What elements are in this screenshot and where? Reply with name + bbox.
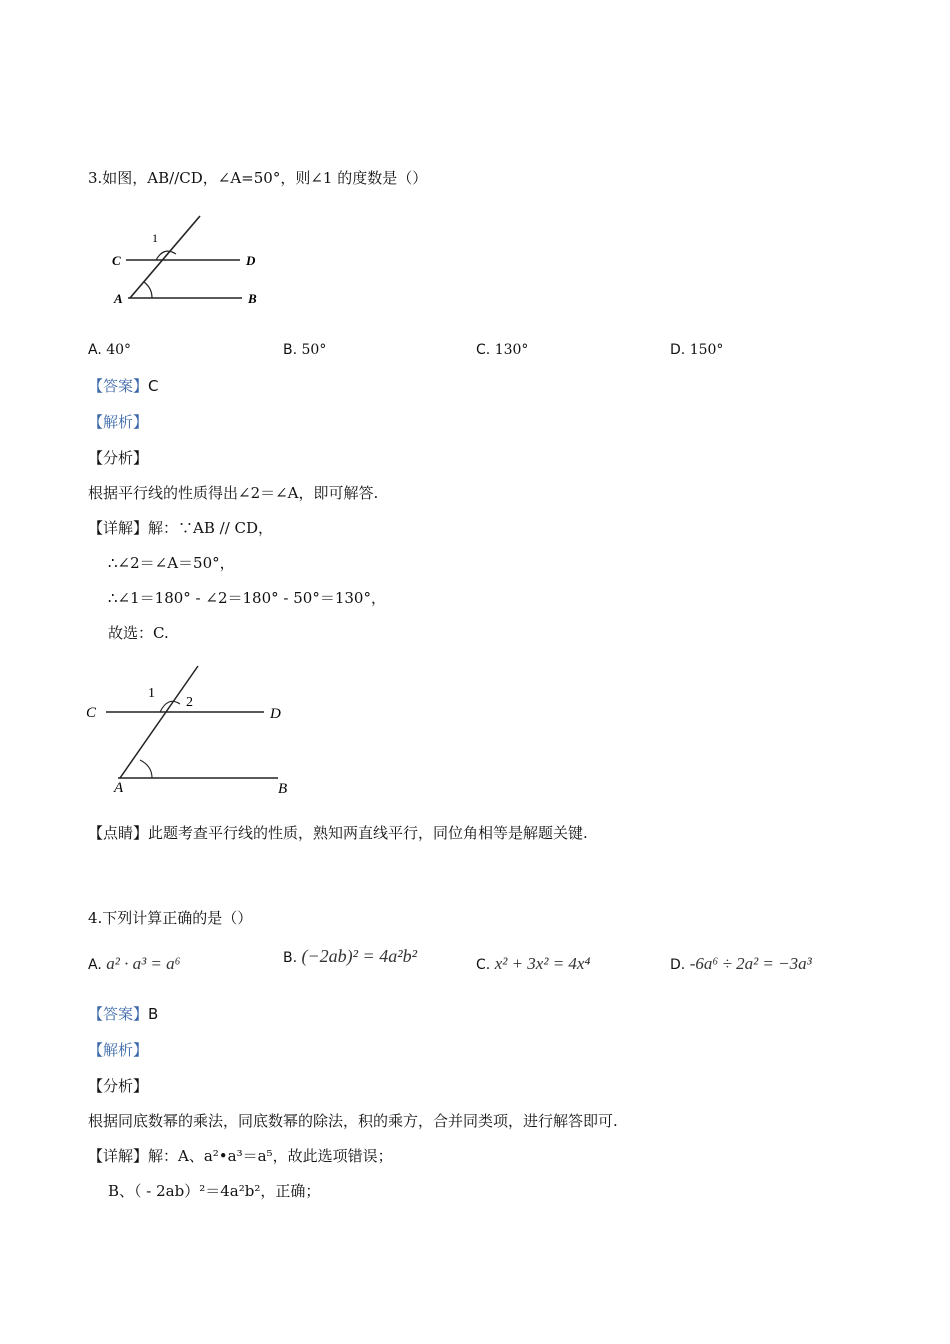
option-value: 150° xyxy=(689,342,724,358)
q3-option-d xyxy=(670,340,723,360)
angle-a-arc xyxy=(144,282,152,298)
q3-analysis-tag: 【解析】 xyxy=(88,413,149,431)
transversal xyxy=(120,666,198,778)
label-a: A xyxy=(114,291,123,306)
transversal xyxy=(130,216,200,298)
label-c: C xyxy=(112,253,121,268)
angle-a-arc xyxy=(140,760,152,778)
label-a: A xyxy=(114,780,124,796)
q3-solution-figure xyxy=(80,660,300,800)
q4-fenxi-tag: 【分析】 xyxy=(88,1077,149,1095)
option-key: C. xyxy=(476,342,491,358)
label-d: D xyxy=(246,253,256,268)
answer-value: B xyxy=(148,1005,159,1023)
comment-tag: 【点睛】 xyxy=(88,824,149,842)
q3-step-1: ∴∠2＝∠A＝50°， xyxy=(108,554,235,572)
label-c: C xyxy=(86,705,97,721)
detail-text: 解：A、a²•a³＝a⁵，故此选项错误； xyxy=(148,1147,393,1165)
option-expr: a² · a³ = a⁶ xyxy=(106,954,181,973)
detail-tag: 【详解】 xyxy=(88,1147,149,1165)
q3-fenxi: 根据平行线的性质得出∠2＝∠A，即可解答. xyxy=(88,484,379,502)
option-expr: x² + 3x² = 4x⁴ xyxy=(494,954,591,973)
option-key: D. xyxy=(670,957,686,973)
option-key: B. xyxy=(283,950,298,966)
q3-fenxi-tag: 【分析】 xyxy=(88,449,149,467)
q4-step-b: B、（ - 2ab）²＝4a²b²，正确； xyxy=(108,1182,321,1200)
answer-tag: 【答案】 xyxy=(88,1005,149,1023)
q3-option-c xyxy=(476,340,528,360)
q3-option-a xyxy=(88,340,131,360)
q3-comment xyxy=(88,823,588,843)
q4-answer xyxy=(88,1004,158,1024)
q4-detail xyxy=(88,1146,393,1166)
q4-option-c xyxy=(476,954,590,975)
label-1: 1 xyxy=(152,231,158,245)
option-expr: -6a⁶ ÷ 2a² = −3a³ xyxy=(689,954,812,973)
option-key: D. xyxy=(670,342,686,358)
q3-step-2: ∴∠1＝180° - ∠2＝180° - 50°＝130°， xyxy=(108,589,386,607)
label-1: 1 xyxy=(148,686,155,701)
q4-fenxi: 根据同底数幂的乘法，同底数幂的除法，积的乘方，合并同类项，进行解答即可. xyxy=(88,1112,618,1130)
comment-text: 此题考查平行线的性质，熟知两直线平行，同位角相等是解题关键. xyxy=(148,824,588,842)
q3-option-b xyxy=(283,340,326,360)
label-d: D xyxy=(270,706,281,722)
answer-value: C xyxy=(148,377,159,395)
answer-tag: 【答案】 xyxy=(88,377,149,395)
q3-figure xyxy=(108,210,268,310)
q4-stem: 4.下列计算正确的是（） xyxy=(88,909,253,927)
option-value: 130° xyxy=(494,342,529,358)
detail-tag: 【详解】 xyxy=(88,519,149,537)
option-key: C. xyxy=(476,957,491,973)
option-expr: (−2ab)² = 4a²b² xyxy=(301,946,417,966)
option-key: B. xyxy=(283,342,298,358)
q4-analysis-tag: 【解析】 xyxy=(88,1041,149,1059)
q3-stem: 3.如图，AB//CD，∠A=50°，则∠1 的度数是（） xyxy=(88,169,428,187)
q4-option-b xyxy=(283,946,417,968)
label-b: B xyxy=(248,291,257,306)
q3-step-3: 故选：C. xyxy=(108,624,169,642)
label-b: B xyxy=(278,781,288,797)
option-value: 50° xyxy=(301,342,327,358)
q3-detail xyxy=(88,518,273,538)
option-key: A. xyxy=(88,957,102,973)
label-2: 2 xyxy=(186,695,193,710)
q4-option-a xyxy=(88,954,181,975)
option-value: 40° xyxy=(106,342,132,358)
option-key: A. xyxy=(88,342,102,358)
detail-text: 解：∵AB // CD， xyxy=(148,519,274,537)
q3-answer xyxy=(88,376,159,396)
q4-option-d xyxy=(670,954,812,975)
